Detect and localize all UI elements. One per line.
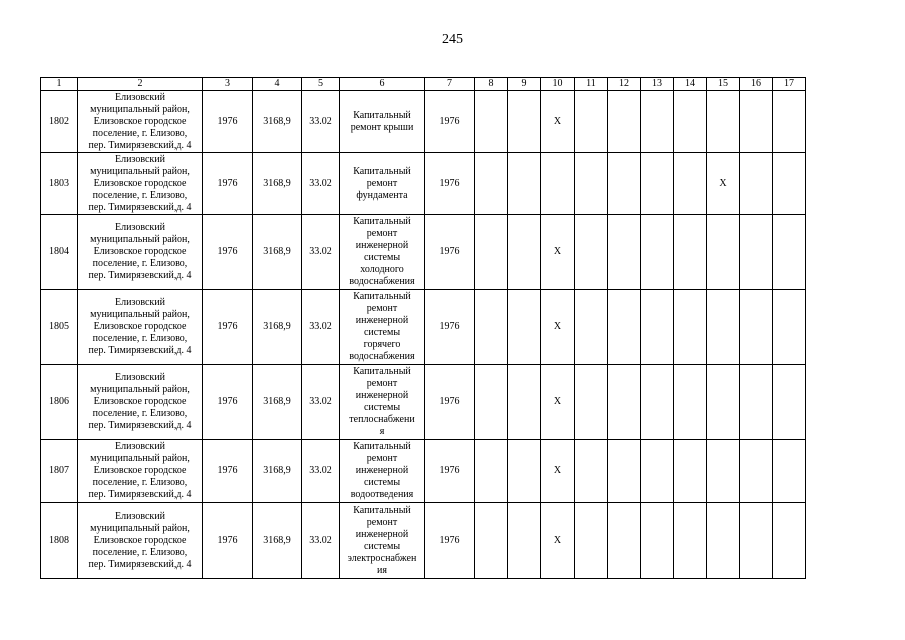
table-cell-col-3: 1976	[203, 365, 253, 440]
table-cell-col-17	[773, 91, 806, 153]
column-header-1: 1	[41, 78, 78, 91]
table-cell-col-4: 3168,9	[253, 503, 302, 579]
column-header-7: 7	[425, 78, 475, 91]
column-header-16: 16	[740, 78, 773, 91]
table-cell-col-9	[508, 503, 541, 579]
table-cell-col-11	[575, 91, 608, 153]
table-cell-col-15: X	[707, 153, 740, 215]
table-cell-col-6: Капитальный ремонт инженерной системы горячего водоснабжения	[340, 290, 425, 365]
table-row	[41, 440, 806, 503]
column-header-4: 4	[253, 78, 302, 91]
table-row	[41, 153, 806, 215]
table-cell-col-7: 1976	[425, 91, 475, 153]
table-cell-col-12	[608, 290, 641, 365]
table-cell-col-17	[773, 440, 806, 503]
column-header-10: 10	[541, 78, 575, 91]
table-cell-col-13	[641, 365, 674, 440]
register-table	[40, 77, 806, 579]
table-cell-col-9	[508, 290, 541, 365]
table-cell-col-4: 3168,9	[253, 153, 302, 215]
table-cell-col-6: Капитальный ремонт инженерной системы водоотведения	[340, 440, 425, 503]
table-cell-col-14	[674, 91, 707, 153]
table-cell-col-2: Елизовский муниципальный район, Елизовское городское поселение, г. Елизово, пер. Тимирязевский,д. 4	[78, 365, 203, 440]
table-cell-col-11	[575, 153, 608, 215]
table-cell-col-16	[740, 215, 773, 290]
table-cell-col-16	[740, 91, 773, 153]
table-cell-col-4: 3168,9	[253, 215, 302, 290]
table-cell-col-14	[674, 215, 707, 290]
table-cell-col-8	[475, 215, 508, 290]
table-cell-col-17	[773, 290, 806, 365]
table-cell-col-15	[707, 91, 740, 153]
table-cell-col-7: 1976	[425, 440, 475, 503]
column-header-6: 6	[340, 78, 425, 91]
table-cell-col-4: 3168,9	[253, 290, 302, 365]
table-cell-col-16	[740, 153, 773, 215]
table-cell-col-1: 1808	[41, 503, 78, 579]
table-cell-col-16	[740, 365, 773, 440]
table-cell-col-11	[575, 440, 608, 503]
table-cell-col-14	[674, 153, 707, 215]
table-cell-col-6: Капитальный ремонт инженерной системы холодного водоснабжения	[340, 215, 425, 290]
table-cell-col-2: Елизовский муниципальный район, Елизовское городское поселение, г. Елизово, пер. Тимирязевский,д. 4	[78, 215, 203, 290]
table-cell-col-1: 1806	[41, 365, 78, 440]
table-cell-col-10: X	[541, 440, 575, 503]
page-number: 245	[442, 32, 463, 47]
table-row	[41, 215, 806, 290]
table-cell-col-17	[773, 503, 806, 579]
table-cell-col-13	[641, 91, 674, 153]
table-cell-col-11	[575, 290, 608, 365]
table-cell-col-7: 1976	[425, 365, 475, 440]
table-cell-col-1: 1803	[41, 153, 78, 215]
table-cell-col-10: X	[541, 365, 575, 440]
column-header-12: 12	[608, 78, 641, 91]
table-cell-col-6: Капитальный ремонт инженерной системы электроснабжен ия	[340, 503, 425, 579]
table-cell-col-2: Елизовский муниципальный район, Елизовское городское поселение, г. Елизово, пер. Тимирязевский,д. 4	[78, 91, 203, 153]
table-cell-col-2: Елизовский муниципальный район, Елизовское городское поселение, г. Елизово, пер. Тимирязевский,д. 4	[78, 290, 203, 365]
table-cell-col-8	[475, 91, 508, 153]
table-cell-col-15	[707, 215, 740, 290]
table-cell-col-6: Капитальный ремонт инженерной системы теплоснабжени я	[340, 365, 425, 440]
table-cell-col-9	[508, 365, 541, 440]
table-cell-col-6: Капитальный ремонт фундамента	[340, 153, 425, 215]
table-cell-col-15	[707, 440, 740, 503]
column-header-11: 11	[575, 78, 608, 91]
table-cell-col-3: 1976	[203, 215, 253, 290]
table-cell-col-13	[641, 290, 674, 365]
table-cell-col-3: 1976	[203, 91, 253, 153]
table-cell-col-5: 33.02	[302, 503, 340, 579]
table-cell-col-5: 33.02	[302, 290, 340, 365]
table-cell-col-2: Елизовский муниципальный район, Елизовское городское поселение, г. Елизово, пер. Тимирязевский,д. 4	[78, 153, 203, 215]
table-cell-col-13	[641, 503, 674, 579]
column-header-17: 17	[773, 78, 806, 91]
table-cell-col-8	[475, 503, 508, 579]
table-cell-col-1: 1807	[41, 440, 78, 503]
table-cell-col-2: Елизовский муниципальный район, Елизовское городское поселение, г. Елизово, пер. Тимирязевский,д. 4	[78, 503, 203, 579]
table-cell-col-13	[641, 215, 674, 290]
table-cell-col-16	[740, 503, 773, 579]
table-cell-col-5: 33.02	[302, 365, 340, 440]
table-cell-col-3: 1976	[203, 503, 253, 579]
table-cell-col-12	[608, 365, 641, 440]
table-cell-col-4: 3168,9	[253, 365, 302, 440]
table-cell-col-8	[475, 153, 508, 215]
table-row	[41, 91, 806, 153]
table-cell-col-17	[773, 153, 806, 215]
table-cell-col-5: 33.02	[302, 153, 340, 215]
table-cell-col-8	[475, 365, 508, 440]
table-cell-col-5: 33.02	[302, 91, 340, 153]
table-cell-col-13	[641, 153, 674, 215]
table-cell-col-12	[608, 91, 641, 153]
table-cell-col-14	[674, 365, 707, 440]
table-body	[41, 91, 806, 579]
table-cell-col-6: Капитальный ремонт крыши	[340, 91, 425, 153]
column-header-14: 14	[674, 78, 707, 91]
table-cell-col-12	[608, 153, 641, 215]
table-cell-col-9	[508, 440, 541, 503]
table-cell-col-5: 33.02	[302, 440, 340, 503]
table-cell-col-15	[707, 503, 740, 579]
table-cell-col-10: X	[541, 215, 575, 290]
table-cell-col-5: 33.02	[302, 215, 340, 290]
table-cell-col-4: 3168,9	[253, 440, 302, 503]
header-row	[41, 78, 806, 91]
table-cell-col-16	[740, 440, 773, 503]
table-cell-col-3: 1976	[203, 440, 253, 503]
table-cell-col-11	[575, 365, 608, 440]
table-cell-col-8	[475, 290, 508, 365]
table-row	[41, 365, 806, 440]
table-cell-col-12	[608, 215, 641, 290]
table-cell-col-11	[575, 215, 608, 290]
table-cell-col-16	[740, 290, 773, 365]
table-cell-col-4: 3168,9	[253, 91, 302, 153]
table-cell-col-14	[674, 503, 707, 579]
table-cell-col-17	[773, 365, 806, 440]
table-cell-col-14	[674, 440, 707, 503]
table-cell-col-10: X	[541, 503, 575, 579]
table-cell-col-3: 1976	[203, 153, 253, 215]
table-cell-col-10: X	[541, 290, 575, 365]
table-cell-col-9	[508, 153, 541, 215]
table-cell-col-1: 1805	[41, 290, 78, 365]
table-cell-col-11	[575, 503, 608, 579]
table-row	[41, 290, 806, 365]
table-cell-col-2: Елизовский муниципальный район, Елизовское городское поселение, г. Елизово, пер. Тимирязевский,д. 4	[78, 440, 203, 503]
table-cell-col-12	[608, 440, 641, 503]
column-header-3: 3	[203, 78, 253, 91]
table-cell-col-9	[508, 215, 541, 290]
table-cell-col-7: 1976	[425, 215, 475, 290]
column-header-8: 8	[475, 78, 508, 91]
table-cell-col-8	[475, 440, 508, 503]
table-cell-col-3: 1976	[203, 290, 253, 365]
table-cell-col-1: 1804	[41, 215, 78, 290]
table-cell-col-10: X	[541, 91, 575, 153]
table-cell-col-7: 1976	[425, 503, 475, 579]
table-cell-col-17	[773, 215, 806, 290]
table-cell-col-7: 1976	[425, 153, 475, 215]
table-cell-col-1: 1802	[41, 91, 78, 153]
table-cell-col-15	[707, 290, 740, 365]
table-cell-col-9	[508, 91, 541, 153]
column-header-2: 2	[78, 78, 203, 91]
table-cell-col-7: 1976	[425, 290, 475, 365]
column-header-9: 9	[508, 78, 541, 91]
table-row	[41, 503, 806, 579]
column-header-13: 13	[641, 78, 674, 91]
table-cell-col-14	[674, 290, 707, 365]
column-header-5: 5	[302, 78, 340, 91]
table-cell-col-10	[541, 153, 575, 215]
table-cell-col-13	[641, 440, 674, 503]
column-header-15: 15	[707, 78, 740, 91]
table-cell-col-12	[608, 503, 641, 579]
table-cell-col-15	[707, 365, 740, 440]
